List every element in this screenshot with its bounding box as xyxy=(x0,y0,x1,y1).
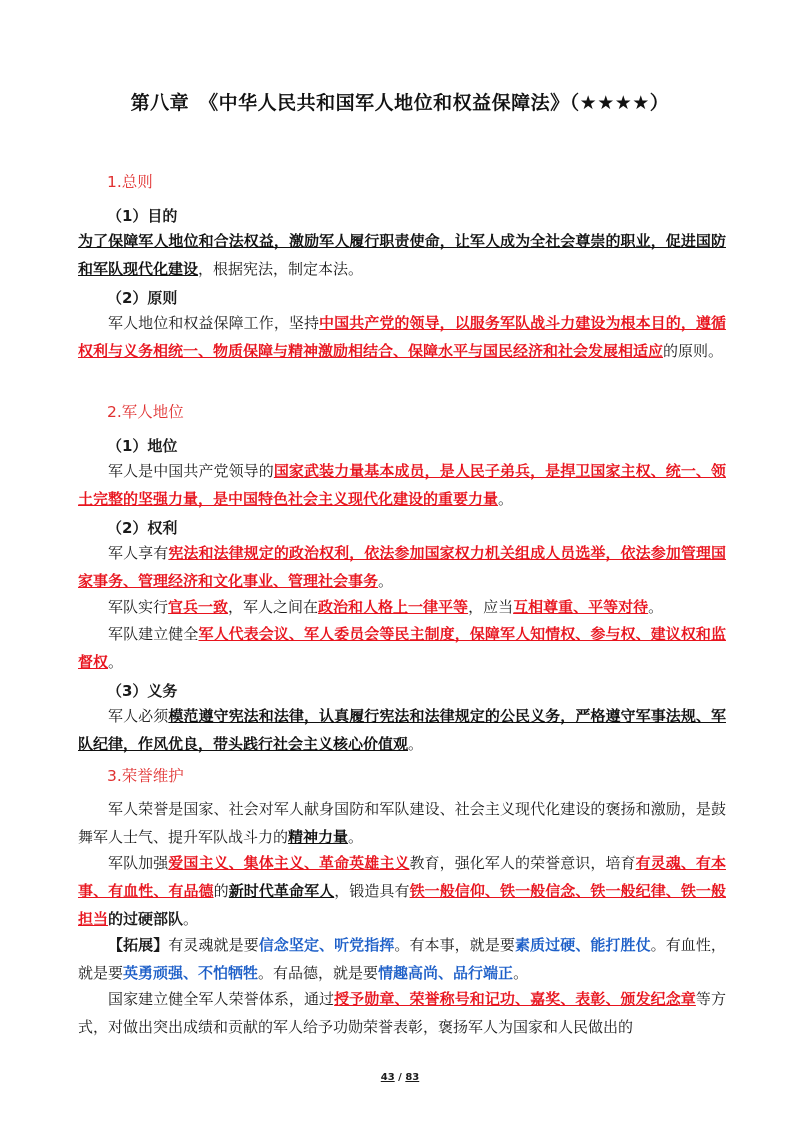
red-emphasis-text: 宪法和法律规定的政治权利，依法参加国家权力机关组成人员选举，依法参加管理国家事务、管理经济和文化事业、管理社会事务 xyxy=(78,544,726,590)
chapter-title: 第八章 《中华人民共和国军人地位和权益保障法》（★★★★） xyxy=(130,92,670,114)
plain-text: ，锻造具有 xyxy=(334,882,410,900)
paragraph-principle xyxy=(78,309,726,365)
plain-text: 军人享有 xyxy=(108,544,169,562)
plain-text: 。有本事，就是要 xyxy=(394,936,515,954)
paragraph-duties xyxy=(78,702,726,758)
red-emphasis-text: 互相尊重、平等对待 xyxy=(513,598,649,616)
paragraph-democracy xyxy=(78,620,726,676)
paragraph-rights xyxy=(78,539,726,595)
blue-emphasis-text: 信念坚定、听党指挥 xyxy=(258,936,395,954)
plain-text: 。有血性，就是要 xyxy=(78,936,726,982)
paragraph-equality xyxy=(78,593,726,621)
plain-text: 的原则。 xyxy=(663,342,724,360)
extension-label: 【拓展】 xyxy=(108,936,169,954)
plain-text: 。 xyxy=(498,490,514,508)
bold-text: 的过硬部队 xyxy=(108,910,184,928)
paragraph-honor-education xyxy=(78,849,726,933)
plain-text: 。 xyxy=(378,572,394,590)
red-emphasis-text: 铁一般信仰、铁一般信念、铁一般纪律、铁一般担当 xyxy=(78,882,726,928)
paragraph-honor-system xyxy=(78,985,726,1041)
red-emphasis-text: 授予勋章、荣誉称号和记功、嘉奖、表彰、颁发纪念章 xyxy=(334,990,696,1008)
subheading-position: （1）地位 xyxy=(107,437,178,455)
paragraph-honor-definition xyxy=(78,795,726,851)
plain-text: 军人必须 xyxy=(108,707,169,725)
plain-text: 。 xyxy=(108,653,124,671)
red-emphasis-text: 中国共产党的领导，以服务军队战斗力建设为根本目的，遵循权利与义务相统一、物质保障与精神激励相结合、保障水平与国民经济和社会发展相适应 xyxy=(78,314,726,360)
plain-text: 。 xyxy=(513,964,529,982)
plain-text: 有灵魂就是要 xyxy=(168,936,259,954)
plain-text: 。 xyxy=(648,598,664,616)
blue-emphasis-text: 英勇顽强、不怕牺牲 xyxy=(123,964,259,982)
emphasis-text: 精神力量 xyxy=(288,828,349,846)
red-emphasis-text: 有灵魂、有本事、有血性、有品德 xyxy=(78,854,726,900)
plain-text: ，应当 xyxy=(468,598,514,616)
emphasis-text: 为了保障军人地位和合法权益，激励军人履行职责使命，让军人成为全社会尊崇的职业，促进国防和军队现代化建设 xyxy=(78,232,726,278)
plain-text: ，根据宪法，制定本法。 xyxy=(198,260,364,278)
current-page: 43 xyxy=(380,1072,395,1083)
paragraph-purpose xyxy=(78,227,726,283)
blue-emphasis-text: 情趣高尚、品行端正 xyxy=(378,964,514,982)
emphasis-text: 新时代革命军人 xyxy=(228,882,335,900)
section-heading-status: 2.军人地位 xyxy=(107,403,184,421)
plain-text: 军人是中国共产党领导的 xyxy=(108,462,274,480)
section-heading-general: 1.总则 xyxy=(107,173,153,191)
red-emphasis-text: 政治和人格上一律平等 xyxy=(318,598,469,616)
plain-text: 军队实行 xyxy=(108,598,169,616)
plain-text: 的 xyxy=(213,882,229,900)
emphasis-text: 模范遵守宪法和法律，认真履行宪法和法律规定的公民义务，严格遵守军事法规、军队纪律，作风优良，带头践行社会主义核心价值观 xyxy=(78,707,726,753)
paragraph-extension xyxy=(78,931,726,987)
blue-emphasis-text: 素质过硬、能打胜仗 xyxy=(514,936,651,954)
paragraph-position xyxy=(78,457,726,513)
plain-text: ，军人之间在 xyxy=(228,598,319,616)
plain-text: 国家建立健全军人荣誉体系，通过 xyxy=(108,990,335,1008)
red-emphasis-text: 爱国主义、集体主义、革命英雄主义 xyxy=(168,854,410,872)
page-separator: / xyxy=(394,1072,406,1083)
subheading-rights: （2）权利 xyxy=(107,519,178,537)
subheading-duties: （3）义务 xyxy=(107,682,178,700)
plain-text: 军队加强 xyxy=(108,854,169,872)
subheading-purpose: （1）目的 xyxy=(107,207,178,225)
section-heading-honor: 3.荣誉维护 xyxy=(107,767,184,785)
total-pages: 83 xyxy=(405,1072,420,1083)
plain-text: 。 xyxy=(348,828,364,846)
red-emphasis-text: 军人代表会议、军人委员会等民主制度，保障军人知情权、参与权、建议权和监督权 xyxy=(78,625,726,671)
plain-text: 。有品德，就是要 xyxy=(258,964,379,982)
page-number xyxy=(0,1072,800,1083)
subheading-principle: （2）原则 xyxy=(107,289,178,307)
plain-text: 。 xyxy=(408,735,424,753)
plain-text: 军队建立健全 xyxy=(108,625,199,643)
plain-text: 军人荣誉是国家、社会对军人献身国防和军队建设、社会主义现代化建设的褒扬和激励，是鼓舞军人士气、提升军队战斗力的 xyxy=(78,800,726,846)
red-emphasis-text: 官兵一致 xyxy=(168,598,229,616)
red-emphasis-text: 国家武装力量基本成员，是人民子弟兵，是捍卫国家主权、统一、领土完整的坚强力量，是中国特色社会主义现代化建设的重要力量 xyxy=(78,462,726,508)
plain-text: 。 xyxy=(183,910,199,928)
plain-text: 军人地位和权益保障工作，坚持 xyxy=(108,314,320,332)
plain-text: 等方式，对做出突出成绩和贡献的军人给予功勋荣誉表彰，褒扬军人为国家和人民做出的 xyxy=(78,990,726,1036)
plain-text: 教育，强化军人的荣誉意识，培育 xyxy=(409,854,636,872)
